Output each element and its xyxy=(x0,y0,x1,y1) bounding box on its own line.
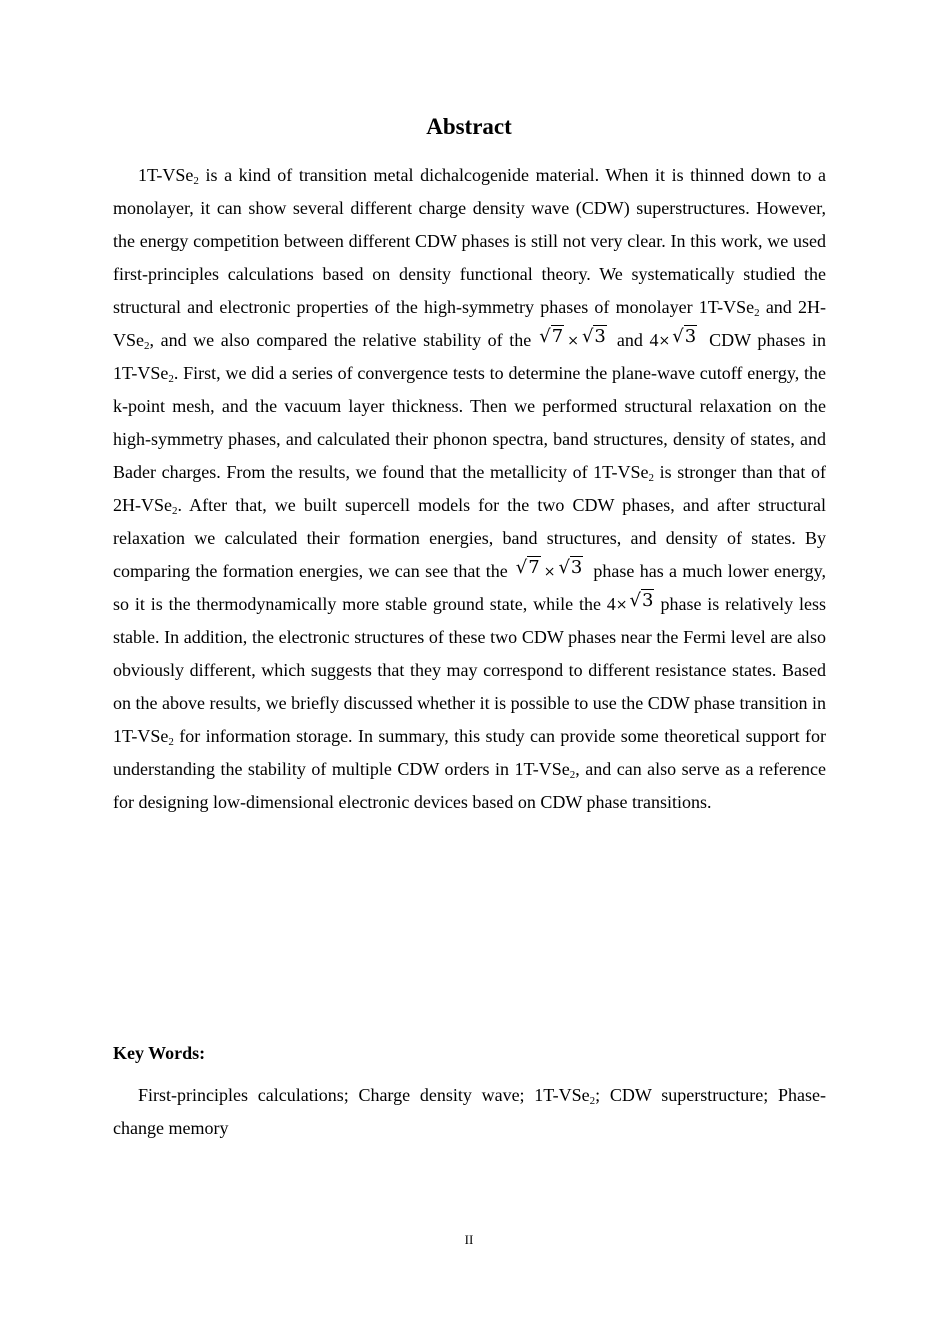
subscript: 2 xyxy=(144,340,150,352)
keywords-paragraph xyxy=(113,1079,826,1145)
four-times-sqrt3-formula xyxy=(616,592,655,614)
subscript: 2 xyxy=(648,472,655,484)
abstract-text: , and can also serve as a reference for designing low-dimensional electronic devices based on CDW phase transitions. xyxy=(113,759,826,812)
abstract-text: and 4 xyxy=(616,330,659,350)
abstract-text: CDW phases in 1T-VSe xyxy=(113,330,826,383)
sqrt7-times-sqrt3-formula xyxy=(516,559,584,581)
abstract-heading: Abstract xyxy=(426,114,512,139)
four-times-sqrt3-formula xyxy=(658,328,697,350)
abstract-paragraph xyxy=(113,159,826,819)
times-sign: × xyxy=(543,564,556,580)
radicand: 7 xyxy=(528,557,540,578)
abstract-text: 1T-VSe xyxy=(138,165,194,185)
radical-sign: √ xyxy=(558,557,570,578)
radicand: 3 xyxy=(594,326,606,347)
abstract-text: and 2H-VSe xyxy=(113,297,827,350)
subscript: 2 xyxy=(193,175,199,187)
subscript: 2 xyxy=(569,769,576,781)
subscript: 2 xyxy=(172,505,178,517)
abstract-text: is stronger than that of 2H-VSe xyxy=(113,462,826,515)
keywords-text: ; CDW superstructure; Phase-change memory xyxy=(113,1085,826,1138)
radical-sign: √ xyxy=(672,326,684,347)
page-number: II xyxy=(464,1232,474,1247)
abstract-text: phase has a much lower energy, so it is the thermodynamically more stable ground state, while the 4 xyxy=(113,561,827,614)
keywords-text: First-principles calculations; Charge density wave; 1T-VSe xyxy=(138,1085,590,1105)
radicand: 3 xyxy=(642,590,654,611)
subscript: 2 xyxy=(754,307,760,319)
times-sign: × xyxy=(658,333,671,349)
times-sign: × xyxy=(615,597,628,613)
radicand: 3 xyxy=(684,326,697,347)
abstract-text: is a kind of transition metal dichalcogenide material. When it is thinned down to a monolayer, it can show several different charge density wave (CDW) superstructures. However, the energy competition between different CDW phases is still not very clear. In this work, we used first-principles calculations based on density functional theory. We systematically studied the structural and electronic properties of the high-symmetry phases of monolayer 1T-VSe xyxy=(113,165,826,317)
subscript: 2 xyxy=(168,736,174,748)
abstract-text: , and we also compared the relative stability of the xyxy=(149,330,532,350)
keywords-heading: Key Words: xyxy=(113,1043,206,1063)
abstract-text: . First, we did a series of convergence tests to determine the plane-wave cutoff energy, the k-point mesh, and the vacuum layer thickness. Then we performed structural relaxation on the high-symmetry phases, and calculated their phonon spectra, band structures, density of states, and Bader charges. From the results, we found that the metallicity of 1T-VSe xyxy=(113,363,826,482)
radical-sign: √ xyxy=(629,590,642,611)
abstract-text: . After that, we built supercell models for the two CDW phases, and after structural relaxation we calculated their formation energies, band structures, and density of states. By comparing the formation energies, we can see that the xyxy=(113,495,826,581)
subscript: 2 xyxy=(168,373,174,385)
subscript: 2 xyxy=(589,1095,596,1107)
abstract-text: for information storage. In summary, this study can provide some theoretical support for understanding the stability of multiple CDW orders in 1T-VSe xyxy=(113,726,826,779)
radicand: 3 xyxy=(570,557,583,578)
radicand: 7 xyxy=(551,326,564,347)
radical-sign: √ xyxy=(581,326,594,347)
sqrt7-times-sqrt3-formula xyxy=(539,328,607,350)
times-sign: × xyxy=(567,333,579,349)
radical-sign: √ xyxy=(515,557,528,578)
abstract-text: phase is relatively less stable. In addition, the electronic structures of these two CDW phases near the Fermi level are also obviously different, which suggests that they may correspond to different resistance states. Based on the above results, we briefly discussed whether it is possible to use the CDW phase transition in 1T-VSe xyxy=(113,594,826,746)
radical-sign: √ xyxy=(539,326,551,347)
